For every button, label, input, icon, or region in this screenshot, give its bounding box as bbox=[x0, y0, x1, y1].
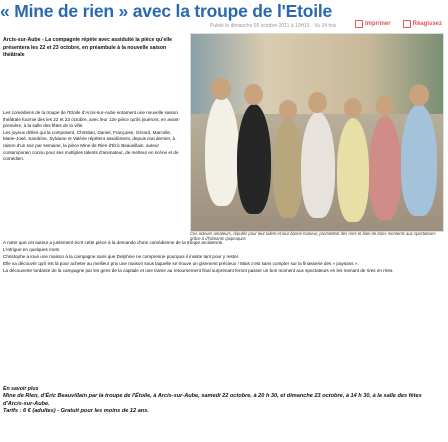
react-button-label: Réagissez bbox=[412, 21, 442, 27]
article-body-column bbox=[3, 110, 185, 163]
article-actions bbox=[355, 20, 442, 28]
paragraph: Les joyeux drilles qui la composent, Christian, Daniel, Françoise, Gérard, Marcelle, Marie-José, Sandrine, Sylviane et Valérie répètent assidûment, depuis mai dernier, à raison d'un soir par semaine, la pièce Mine de Rien d'Éric Beauvillain, auteur contemporain connu pour ses multiples talents d'animateur, de metteur en scène et de comédien. bbox=[3, 129, 179, 162]
article-lead: Arcis-sur-Aube - La compagnie répète avec assiduité la pièce qu'elle présentera les 22 et 23 octobre, en préambule à la nouvelle saison théâtrale bbox=[3, 37, 173, 59]
paragraph: La découverte tordante de la campagne par les gens de la capitale et une trame au retournement final surprenant feront passer un bon moment aux spectateurs en les menant de rires en rires. bbox=[3, 267, 394, 273]
photo-person-head bbox=[279, 100, 297, 120]
photo-person bbox=[237, 104, 271, 214]
photo-caption: Ces acteurs amateurs, réputés pour leur talent et leur bonne humeur, promettent des rires et bien de bons moments aux spectateurs grâce à d'hilarants quiproquos bbox=[190, 231, 436, 242]
print-button[interactable] bbox=[355, 20, 391, 28]
photo-person-head bbox=[308, 92, 327, 113]
photo-person-head bbox=[211, 78, 231, 100]
info-line: Tarifs : 6 € (adultes) - Gratuit pour les moins de 12 ans. bbox=[3, 408, 149, 415]
paragraph: Christophe a loué une maison à la campagne sans que Delphine ne comprenne pourquoi il insiste tant pour y rester. bbox=[3, 253, 240, 259]
paragraph: Elle va découvrir qu'il est là pour acheter au meilleur prix une maison sous laquelle se trouve un gisement précieux ! Mais c'est sans compter sur la finasserie des « paysans ». bbox=[3, 260, 359, 266]
photo-person-head bbox=[409, 84, 429, 106]
photo-person bbox=[205, 96, 239, 206]
article-photo bbox=[190, 33, 444, 232]
photo-person-head bbox=[344, 98, 362, 118]
info-box bbox=[3, 386, 443, 416]
comment-icon bbox=[403, 20, 411, 28]
info-line: Mine de Rien, d'Éric Beauvillain par la troupe de l'Étoile, à Arcis-sur-Aube, samedi 22 octobre, à 20 h 30, et dimanche 23 octobre, à 14 h 30, à la salle des fêtes d'Arcis-sur-Aube. bbox=[3, 393, 422, 407]
paragraph: L'intrigue en quelques mots bbox=[3, 246, 60, 252]
article-title: « Mine de rien » avec la troupe de l'Etoile bbox=[0, 1, 333, 21]
photo-person-head bbox=[376, 96, 394, 116]
article-body-full bbox=[3, 240, 441, 275]
print-button-label: Imprimer bbox=[364, 21, 391, 27]
paragraph: A noter que cet auteur a justement écrit cette pièce à la demande d'une comédienne de la troupe arcisienne. bbox=[3, 240, 224, 245]
photo-person bbox=[301, 112, 335, 218]
printer-icon bbox=[355, 20, 363, 28]
react-button[interactable] bbox=[403, 20, 442, 28]
info-heading: En savoir plus bbox=[3, 386, 39, 392]
photo-person bbox=[337, 118, 369, 222]
photo-person-head bbox=[244, 84, 263, 105]
photo-person bbox=[401, 104, 437, 216]
paragraph: Les comédiens de la troupe de l'Etoile d'Arcis-sur-Aube entament une nouvelle saison théâtrale fournie dès les 22 et 23 octobre, avec leur 12e pièce qu'ils joueront, en avant-première, à la salle des fêtes de la ville. bbox=[3, 110, 181, 129]
photo-person bbox=[273, 118, 303, 218]
article-meta: Publié le dimanche 09 octobre 2011 à 10H15 - Vu 34 fois bbox=[210, 23, 337, 29]
photo-person bbox=[369, 116, 401, 220]
